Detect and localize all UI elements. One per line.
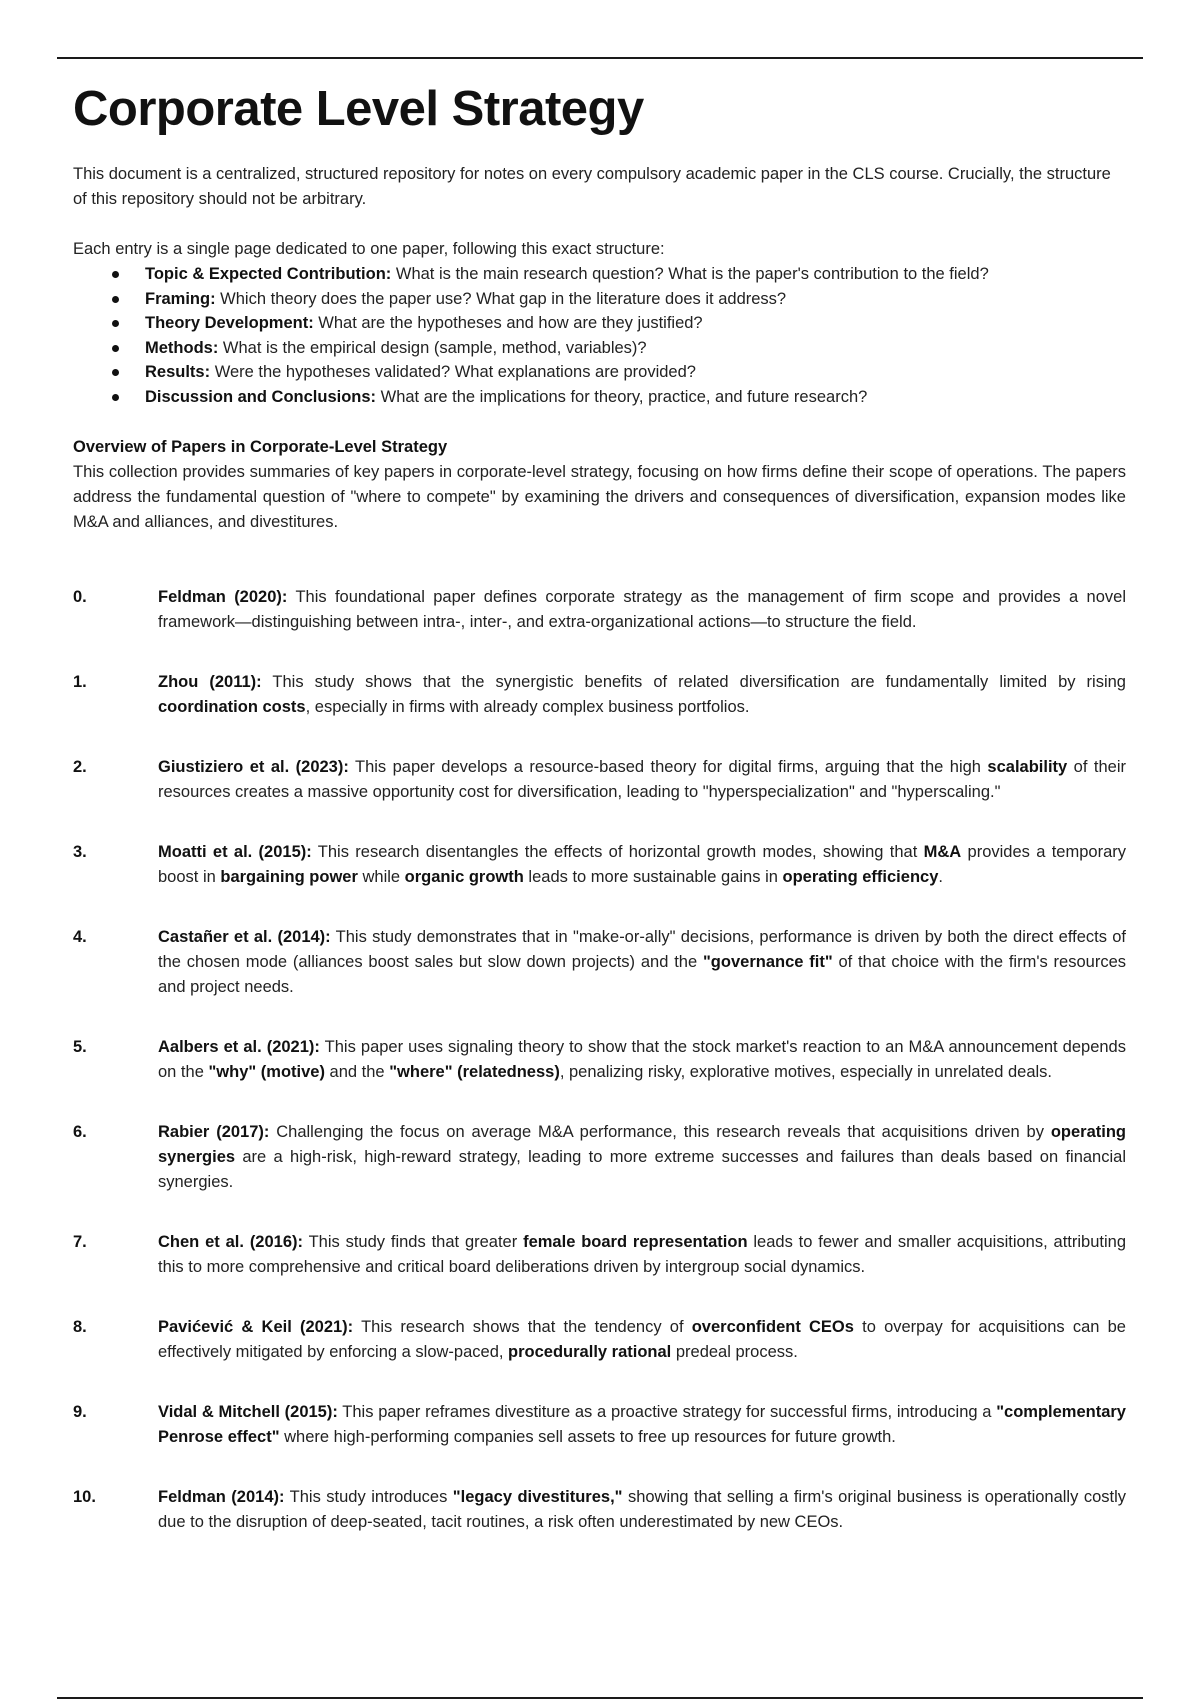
overview-heading: Overview of Papers in Corporate-Level Strategy (73, 437, 448, 456)
paper-emphasis: Feldman (2014): (158, 1487, 285, 1506)
paper-text: predeal process. (671, 1342, 798, 1361)
paper-number: 5. (73, 1037, 87, 1056)
paper-text: leads to more sustainable gains in (523, 867, 783, 886)
criteria-label: Framing: (145, 289, 216, 308)
paper-emphasis: procedurally rational (508, 1342, 672, 1361)
paper-emphasis: Moatti et al. (2015): (158, 842, 312, 861)
criteria-item (73, 385, 1126, 410)
paper-text: This foundational paper defines corporate strategy as the management of firm scope and provides a novel framework—distinguishing between intra-, inter-, and extra-organizational actions—to structure the field. (158, 587, 1126, 631)
paper-text: while (357, 867, 405, 886)
paper-number: 3. (73, 842, 87, 861)
paper-number: 7. (73, 1232, 87, 1251)
criteria-text: What is the main research question? What is the paper's contribution to the field? (391, 265, 989, 283)
top-rule (57, 57, 1143, 59)
paper-emphasis: Feldman (2020): (158, 587, 288, 606)
paper-text: , penalizing risky, explorative motives, especially in unrelated deals. (559, 1062, 1053, 1081)
paper-emphasis: "governance fit" (702, 952, 833, 971)
paper-emphasis: scalability (987, 757, 1068, 776)
criteria-text: Were the hypotheses validated? What explanations are provided? (210, 363, 696, 382)
paper-number: 0. (73, 587, 87, 606)
criteria-label: Methods: (145, 338, 219, 357)
paper-number: 6. (73, 1122, 87, 1141)
paper-emphasis: coordination costs (158, 697, 306, 716)
document-body (73, 78, 1126, 1570)
paper-entry (73, 1400, 1126, 1450)
paper-emphasis: Castañer et al. (2014): (158, 927, 331, 946)
paper-emphasis: "why" (motive) (208, 1062, 325, 1081)
criteria-label: Theory Development: (145, 314, 314, 333)
paper-text: showing that selling a firm's original business is operationally costly due to the disruption of deep-seated, tacit routines, a risk often underestimated by new CEOs. (158, 1487, 1126, 1531)
criteria-item (73, 336, 1126, 361)
paper-text: to overpay for acquisitions can be effectively mitigated by enforcing a slow-paced, (158, 1317, 1126, 1361)
paper-number: 2. (73, 757, 87, 776)
bullet-icon (112, 394, 119, 401)
paper-entry (73, 1120, 1126, 1195)
bottom-rule (57, 1697, 1143, 1699)
paper-text: Challenging the focus on average M&A performance, this research reveals that acquisitions driven by (269, 1122, 1051, 1141)
criteria-label: Topic & Expected Contribution: (145, 265, 392, 283)
paper-emphasis: operating synergies (158, 1122, 1126, 1166)
criteria-label: Discussion and Conclusions: (145, 387, 377, 406)
paper-entry (73, 925, 1126, 1000)
criteria-text: What are the implications for theory, practice, and future research? (376, 387, 868, 406)
paper-text: This study demonstrates that in "make-or-ally" decisions, performance is driven by both the direct effects of the chosen mode (alliances boost sales but slow down projects) and the (158, 927, 1127, 971)
paper-text: are a high-risk, high-reward strategy, leading to more extreme successes and failures than deals based on financial synergies. (158, 1147, 1126, 1191)
criteria-item (73, 287, 1126, 312)
paper-emphasis: Aalbers et al. (2021): (158, 1037, 320, 1056)
paper-text: This study shows that the synergistic benefits of related diversification are fundamentally limited by rising (261, 672, 1126, 691)
paper-emphasis: M&A (923, 842, 962, 861)
paper-text: of that choice with the firm's resources and project needs. (158, 952, 1126, 996)
overview-paragraph: This collection provides summaries of key papers in corporate-level strategy, focusing on how firms define their scope of operations. The papers address the fundamental question of "where to compete" by examining the drivers and consequences of diversification, expansion modes like M&A and alliances, and divestitures. (73, 462, 1126, 531)
bullet-icon (112, 369, 119, 376)
criteria-item (73, 360, 1126, 385)
paper-emphasis: overconfident CEOs (691, 1317, 854, 1336)
criteria-item (73, 262, 1126, 287)
bullet-icon (112, 345, 119, 352)
paper-number: 9. (73, 1402, 87, 1421)
paper-emphasis: "where" (relatedness) (389, 1062, 560, 1081)
paper-text: . (938, 867, 943, 886)
paper-text: This study finds that greater (303, 1232, 524, 1251)
criteria-label: Results: (145, 363, 211, 382)
paper-number: 8. (73, 1317, 87, 1336)
paper-text: This paper reframes divestiture as a proactive strategy for successful firms, introducing a (337, 1402, 997, 1421)
paper-entry (73, 1315, 1126, 1365)
paper-text: , especially in firms with already complex business portfolios. (305, 697, 750, 716)
paper-emphasis: "legacy divestitures," (452, 1487, 623, 1506)
paper-text: This paper develops a resource-based theory for digital firms, arguing that the high (348, 757, 988, 776)
paper-text: of their resources creates a massive opportunity cost for diversification, leading to "hyperspecialization" and "hyperscaling." (158, 757, 1126, 801)
bullet-icon (112, 320, 119, 327)
papers-list (73, 585, 1126, 1535)
paper-emphasis: female board representation (523, 1232, 748, 1251)
bullet-icon (112, 296, 119, 303)
paper-emphasis: Giustiziero et al. (2023): (158, 757, 349, 776)
criteria-item (73, 311, 1126, 336)
paper-emphasis: Vidal & Mitchell (2015): (158, 1402, 338, 1421)
paper-entry (73, 755, 1126, 805)
paper-text: This research disentangles the effects of horizontal growth modes, showing that (311, 842, 924, 861)
structure-criteria-list (73, 262, 1126, 410)
paper-number: 10. (73, 1487, 96, 1506)
paper-emphasis: Chen et al. (2016): (158, 1232, 304, 1251)
page-title: Corporate Level Strategy (73, 82, 644, 136)
paper-emphasis: operating efficiency (782, 867, 939, 886)
criteria-text: What is the empirical design (sample, method, variables)? (218, 338, 647, 357)
paper-text: where high-performing companies sell assets to free up resources for future growth. (279, 1427, 896, 1446)
paper-emphasis: Rabier (2017): (158, 1122, 270, 1141)
paper-entry (73, 1035, 1126, 1085)
paper-text: and the (324, 1062, 390, 1081)
paper-entry (73, 1485, 1126, 1535)
paper-entry (73, 1230, 1126, 1280)
paper-number: 4. (73, 927, 87, 946)
paper-emphasis: Zhou (2011): (158, 672, 262, 691)
intro-paragraph: This document is a centralized, structured repository for notes on every compulsory academic paper in the CLS course. Crucially, the structure of this repository should not be arbitrary. (73, 165, 1111, 208)
criteria-text: What are the hypotheses and how are they justified? (313, 314, 703, 333)
paper-number: 1. (73, 672, 87, 691)
bullet-icon (112, 271, 119, 278)
paper-emphasis: Pavićević & Keil (2021): (158, 1317, 354, 1336)
paper-entry (73, 585, 1126, 635)
paper-text: This research shows that the tendency of (353, 1317, 692, 1336)
paper-emphasis: "complementary Penrose effect" (158, 1402, 1126, 1446)
structure-lead: Each entry is a single page dedicated to one paper, following this exact structure: (73, 240, 665, 258)
paper-entry (73, 670, 1126, 720)
paper-emphasis: bargaining power (220, 867, 358, 886)
paper-text: provides a temporary boost in (158, 842, 1126, 886)
paper-entry (73, 840, 1126, 890)
paper-text: This study introduces (284, 1487, 453, 1506)
paper-text: This paper uses signaling theory to show that the stock market's reaction to an M&A announcement depends on the (158, 1037, 1126, 1081)
criteria-text: Which theory does the paper use? What gap in the literature does it address? (215, 289, 787, 308)
paper-emphasis: organic growth (404, 867, 524, 886)
paper-text: leads to fewer and smaller acquisitions, attributing this to more comprehensive and critical board deliberations driven by intergroup social dynamics. (158, 1232, 1126, 1276)
